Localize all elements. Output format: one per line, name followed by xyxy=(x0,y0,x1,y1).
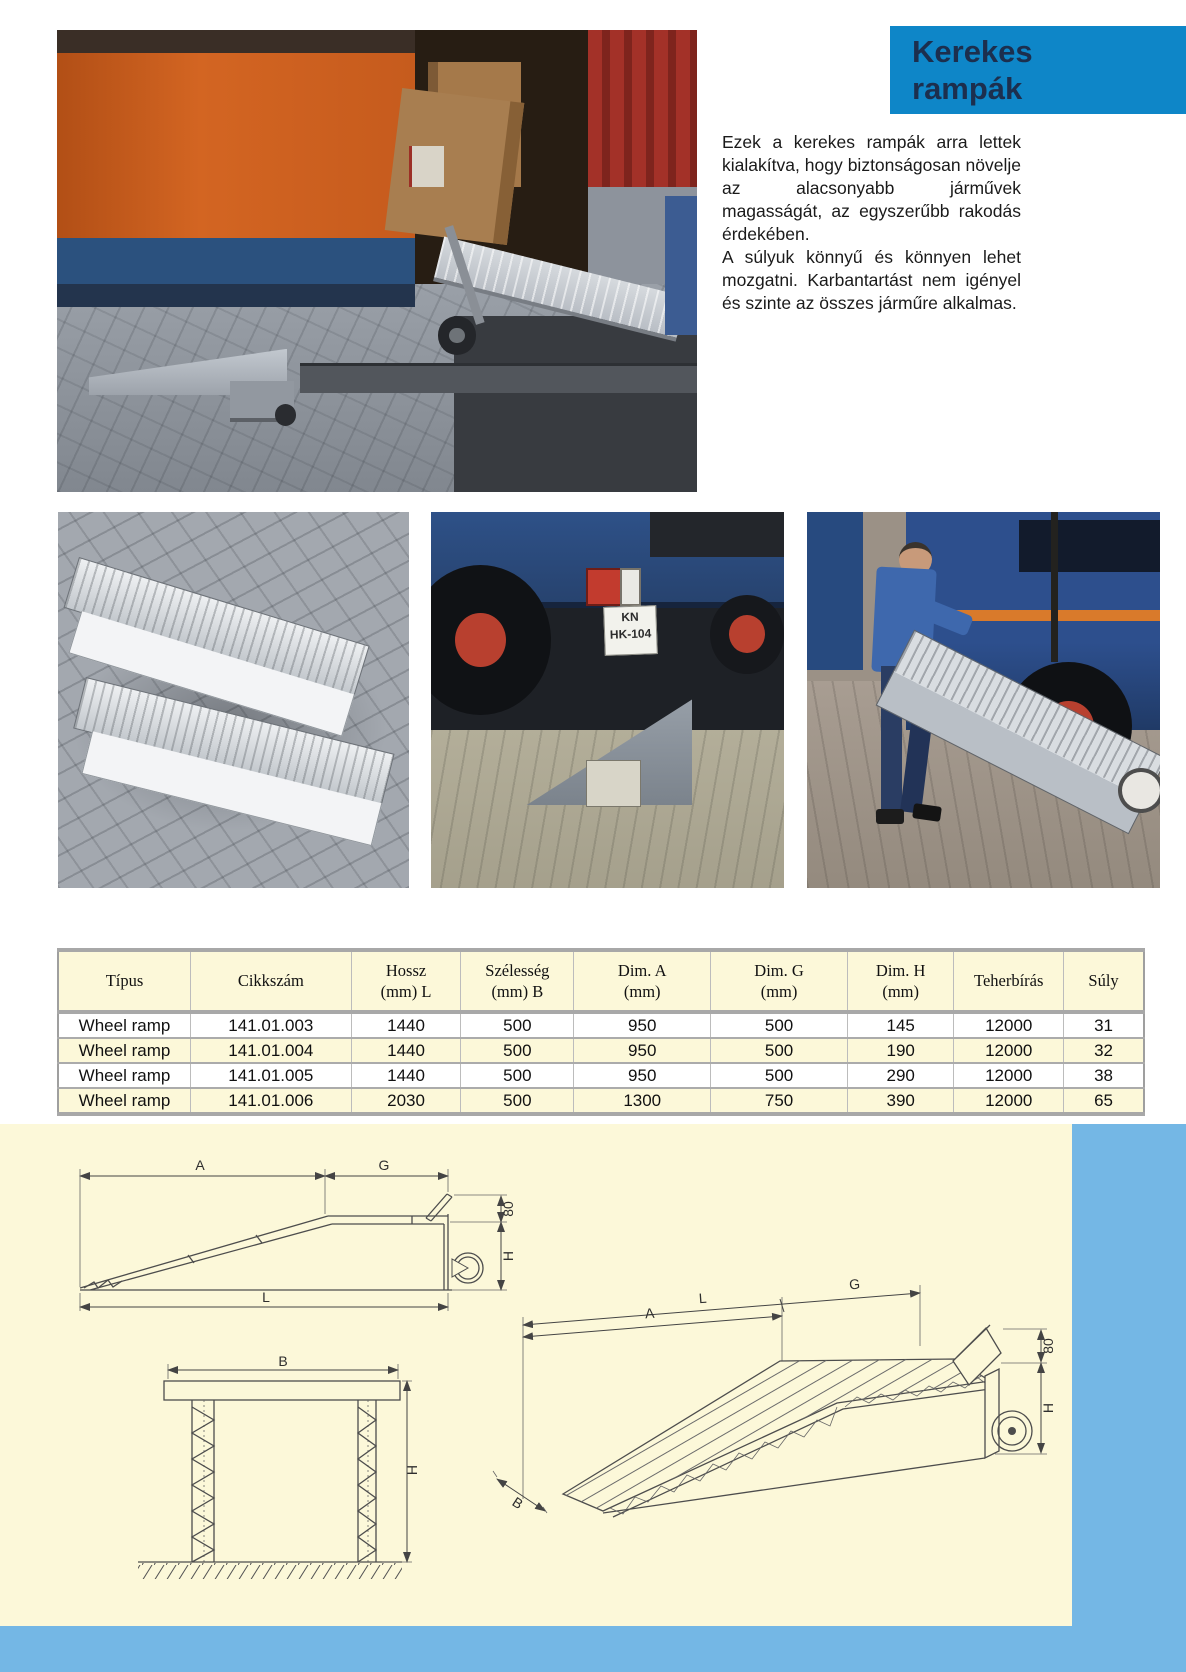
bottom-band xyxy=(0,1124,1186,1672)
table-cell: 500 xyxy=(711,1063,848,1088)
dim-label-g: G xyxy=(378,1157,390,1173)
tail-light-white xyxy=(620,568,642,606)
dim-label-h: H xyxy=(500,1250,516,1262)
table-row xyxy=(58,1012,1144,1038)
diagram-panel xyxy=(0,1124,1072,1626)
pole xyxy=(1051,512,1059,662)
table-cell: 12000 xyxy=(954,1038,1064,1063)
col-szelesseg: Szélesség (mm) B xyxy=(461,950,574,1012)
photo-two-ramps xyxy=(58,512,409,888)
col-tipus: Típus xyxy=(58,950,190,1012)
red-tarp xyxy=(588,30,697,187)
cab-window xyxy=(1019,520,1160,573)
col-dim-g: Dim. G (mm) xyxy=(711,950,848,1012)
license-plate-line2: HK-104 xyxy=(609,626,652,643)
support-block xyxy=(586,760,641,807)
col-suly: Súly xyxy=(1064,950,1144,1012)
table-cell: 1300 xyxy=(574,1088,711,1114)
table-cell: 145 xyxy=(847,1012,953,1038)
table-cell: 141.01.004 xyxy=(190,1038,351,1063)
table-row xyxy=(58,1038,1144,1063)
table-cell: 500 xyxy=(711,1038,848,1063)
photo-truck-loading xyxy=(57,30,697,492)
col-cikkszam: Cikkszám xyxy=(190,950,351,1012)
table-cell: 950 xyxy=(574,1063,711,1088)
col-hossz: Hossz (mm) L xyxy=(351,950,461,1012)
table-cell: 32 xyxy=(1064,1038,1144,1063)
table-cell: 2030 xyxy=(351,1088,461,1114)
cargo-box xyxy=(650,512,784,557)
license-plate-line1: KN xyxy=(621,609,639,625)
loading-bay-shadow xyxy=(454,316,697,492)
truck-skirt xyxy=(57,284,415,307)
dim-label-a: A xyxy=(195,1157,205,1173)
tail-light-red xyxy=(586,568,622,606)
table-cell: 750 xyxy=(711,1088,848,1114)
table-cell: 1440 xyxy=(351,1063,461,1088)
table-cell: 290 xyxy=(847,1063,953,1088)
large-box xyxy=(385,88,524,245)
curb xyxy=(300,363,697,394)
table-cell: 12000 xyxy=(954,1088,1064,1114)
page-title xyxy=(890,26,1186,114)
dim-label-g: G xyxy=(848,1275,861,1293)
col-dim-a: Dim. A (mm) xyxy=(574,950,711,1012)
table-cell: 38 xyxy=(1064,1063,1144,1088)
photo-ramp-under-truck xyxy=(431,512,784,888)
license-plate xyxy=(603,605,658,656)
col-teherbiras: Teherbírás xyxy=(954,950,1064,1012)
front-view-drawing xyxy=(130,1353,420,1592)
col-dim-h: Dim. H (mm) xyxy=(847,950,953,1012)
dim-label-h: H xyxy=(404,1464,420,1476)
page-title-line1: Kerekes xyxy=(912,34,1033,69)
truck-roof-edge xyxy=(57,30,415,53)
tarp-blue-stripe xyxy=(57,238,415,284)
worker-legs xyxy=(665,196,697,335)
dim-label-a: A xyxy=(644,1304,655,1322)
dim-label-h: H xyxy=(1040,1402,1056,1414)
box-label xyxy=(409,146,444,188)
truck-background xyxy=(807,512,863,670)
table-cell: 1440 xyxy=(351,1012,461,1038)
table-cell: 31 xyxy=(1064,1012,1144,1038)
dim-label-l: L xyxy=(698,1289,708,1307)
dim-label-80: 80 xyxy=(1040,1338,1056,1354)
table-cell: 500 xyxy=(461,1063,574,1088)
dim-label-l: L xyxy=(262,1289,270,1305)
table-row xyxy=(58,1063,1144,1088)
table-cell: 950 xyxy=(574,1012,711,1038)
table-cell: 65 xyxy=(1064,1088,1144,1114)
table-cell: 500 xyxy=(461,1088,574,1114)
table-row xyxy=(58,1088,1144,1114)
spec-table xyxy=(57,948,1145,1116)
photo-worker-carrying-ramp xyxy=(807,512,1160,888)
table-cell: Wheel ramp xyxy=(58,1012,190,1038)
intro-paragraph xyxy=(722,131,1021,315)
intro-sentence-2: A súlyuk könnyű és könnyen lehet mozgatni. Karbantartást nem igényel és szinte az összes járműre alkalmas. xyxy=(722,247,1021,313)
table-cell: 141.01.005 xyxy=(190,1063,351,1088)
table-cell: 12000 xyxy=(954,1063,1064,1088)
table-cell: 500 xyxy=(461,1012,574,1038)
side-view-drawing xyxy=(60,1156,520,1324)
table-cell: 190 xyxy=(847,1038,953,1063)
dim-label-b: B xyxy=(509,1493,526,1513)
table-cell: Wheel ramp xyxy=(58,1038,190,1063)
table-cell: 12000 xyxy=(954,1012,1064,1038)
perspective-view-drawing xyxy=(485,1211,1060,1521)
table-cell: 1440 xyxy=(351,1038,461,1063)
dim-label-80: 80 xyxy=(500,1201,516,1217)
table-header-row xyxy=(58,950,1144,1012)
page-title-line2: rampák xyxy=(912,71,1023,106)
table-cell: 500 xyxy=(711,1012,848,1038)
ramp-caster xyxy=(1118,768,1160,813)
dim-label-b: B xyxy=(278,1353,288,1369)
worker-shoe xyxy=(876,809,904,824)
intro-sentence-1: Ezek a kerekes rampák arra lettek kialakítva, hogy biztonságosan növelje az alacsonyabb járművek magasságát, az egyszerűbb rakodás érdekében. xyxy=(722,132,1021,244)
table-cell: 141.01.003 xyxy=(190,1012,351,1038)
table-cell: 390 xyxy=(847,1088,953,1114)
handtruck-wheel xyxy=(438,316,476,354)
table-cell: 950 xyxy=(574,1038,711,1063)
table-cell: 500 xyxy=(461,1038,574,1063)
spare-wheel xyxy=(710,595,784,674)
table-cell: 141.01.006 xyxy=(190,1088,351,1114)
table-cell: Wheel ramp xyxy=(58,1088,190,1114)
table-cell: Wheel ramp xyxy=(58,1063,190,1088)
